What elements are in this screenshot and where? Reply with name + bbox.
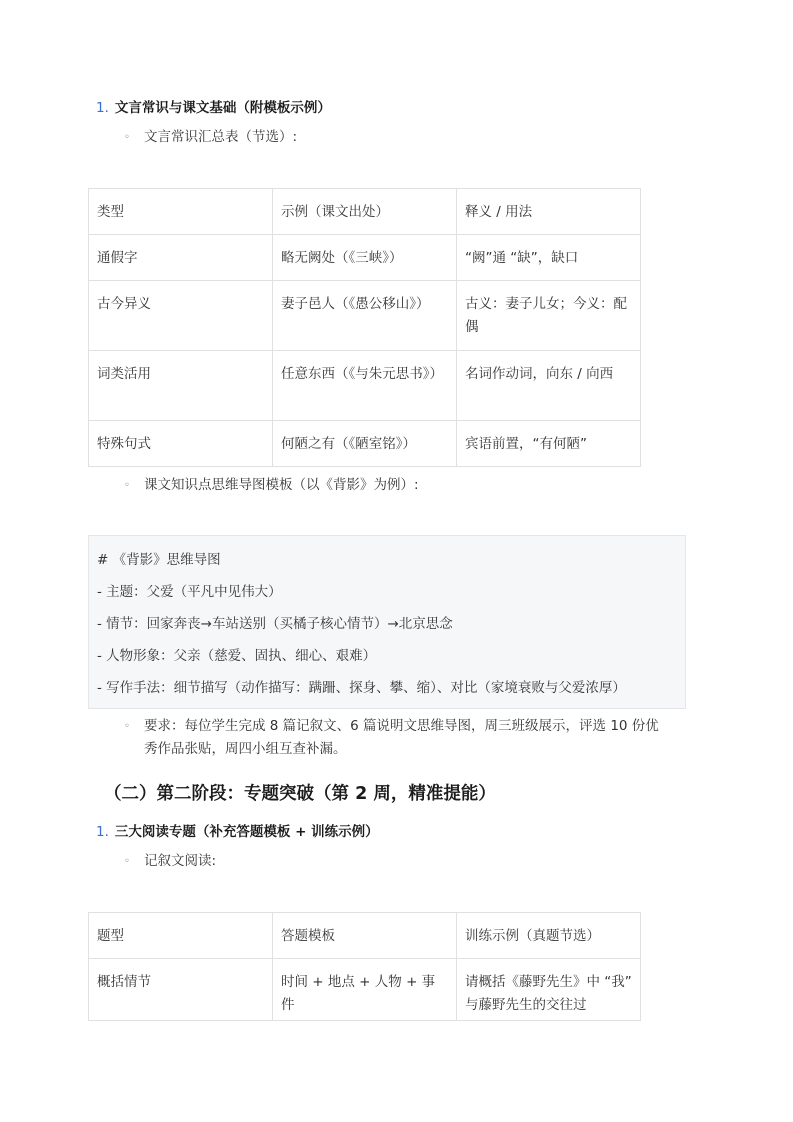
table-row: [89, 351, 641, 421]
reading-template-table: [88, 912, 641, 1021]
list-number: 1.: [96, 824, 109, 840]
table-header-cell: 题型: [89, 913, 273, 959]
table-cell: 时间 + 地点 + 人物 + 事件: [273, 959, 457, 1021]
table-cell: 妻子邑人（《愚公移山》）: [273, 281, 457, 351]
table-header-cell: 类型: [89, 189, 273, 235]
table-header-cell: 示例（课文出处）: [273, 189, 457, 235]
list-item-2: [96, 820, 379, 840]
table-cell: 词类活用: [89, 351, 273, 421]
table-cell: “阙”通 “缺”，缺口: [457, 235, 641, 281]
table-row: [89, 235, 641, 281]
table-header-cell: 答题模板: [273, 913, 457, 959]
table-cell: 任意东西（《与朱元思书》）: [273, 351, 457, 421]
table-row: [89, 959, 641, 1021]
bullet-icon: ◦: [124, 480, 130, 491]
bullet-text-line: 秀作品张贴，周四小组互查补漏。: [144, 741, 347, 757]
classical-knowledge-table: [88, 188, 641, 467]
bullet-mindmap-template: [124, 474, 419, 497]
table-cell: 略无阙处（《三峡》）: [273, 235, 457, 281]
bullet-narrative-reading: [124, 850, 216, 873]
table-cell: 古今异义: [89, 281, 273, 351]
bullet-summary-table: [124, 126, 297, 149]
bullet-text: 课文知识点思维导图模板（以《背影》为例）:: [144, 477, 419, 493]
table-row: [89, 281, 641, 351]
table-header-row: [89, 913, 641, 959]
table-cell: 概括情节: [89, 959, 273, 1021]
bullet-text-line: 要求：每位学生完成 8 篇记叙文、6 篇说明文思维导图，周三班级展示，评选 10 份优: [144, 718, 659, 734]
table-row: [89, 421, 641, 467]
table-header-cell: 训练示例（真题节选）: [457, 913, 641, 959]
list-number: 1.: [96, 100, 109, 116]
mindmap-code-block: [88, 535, 686, 709]
code-line: - 人物形象：父亲（慈爱、固执、细心、艰难）: [97, 648, 377, 664]
table-cell: 名词作动词，向东 / 向西: [457, 351, 641, 421]
code-line: - 写作手法：细节描写（动作描写：蹒跚、探身、攀、缩）、对比（家境衰败与父爱浓厚）: [97, 680, 626, 696]
list-item-title: 三大阅读专题（补充答题模板 + 训练示例）: [114, 824, 379, 840]
table-cell: 请概括《藤野先生》中 “我” 与藤野先生的交往过: [457, 959, 641, 1021]
code-line: - 主题：父爱（平凡中见伟大）: [97, 584, 282, 600]
bullet-text: 记叙文阅读:: [144, 853, 217, 869]
table-header-cell: 释义 / 用法: [457, 189, 641, 235]
table-cell: 古义：妻子儿女；今义：配偶: [457, 281, 641, 351]
list-item-1: [96, 96, 331, 116]
section-heading: （二）第二阶段：专题突破（第 2 周，精准提能）: [104, 784, 496, 804]
table-header-row: [89, 189, 641, 235]
list-item-title: 文言常识与课文基础（附模板示例）: [114, 100, 331, 116]
table-cell: 特殊句式: [89, 421, 273, 467]
bullet-text: 文言常识汇总表（节选）:: [144, 129, 298, 145]
bullet-requirement: [124, 715, 659, 761]
code-line: # 《背影》思维导图: [97, 552, 221, 568]
bullet-icon: ◦: [124, 856, 130, 867]
bullet-icon: ◦: [124, 132, 130, 143]
bullet-icon: ◦: [124, 721, 130, 732]
table-cell: 何陋之有（《陋室铭》）: [273, 421, 457, 467]
table-cell: 通假字: [89, 235, 273, 281]
code-line: - 情节：回家奔丧→车站送别（买橘子核心情节）→北京思念: [97, 616, 453, 632]
table-cell: 宾语前置，“有何陋”: [457, 421, 641, 467]
